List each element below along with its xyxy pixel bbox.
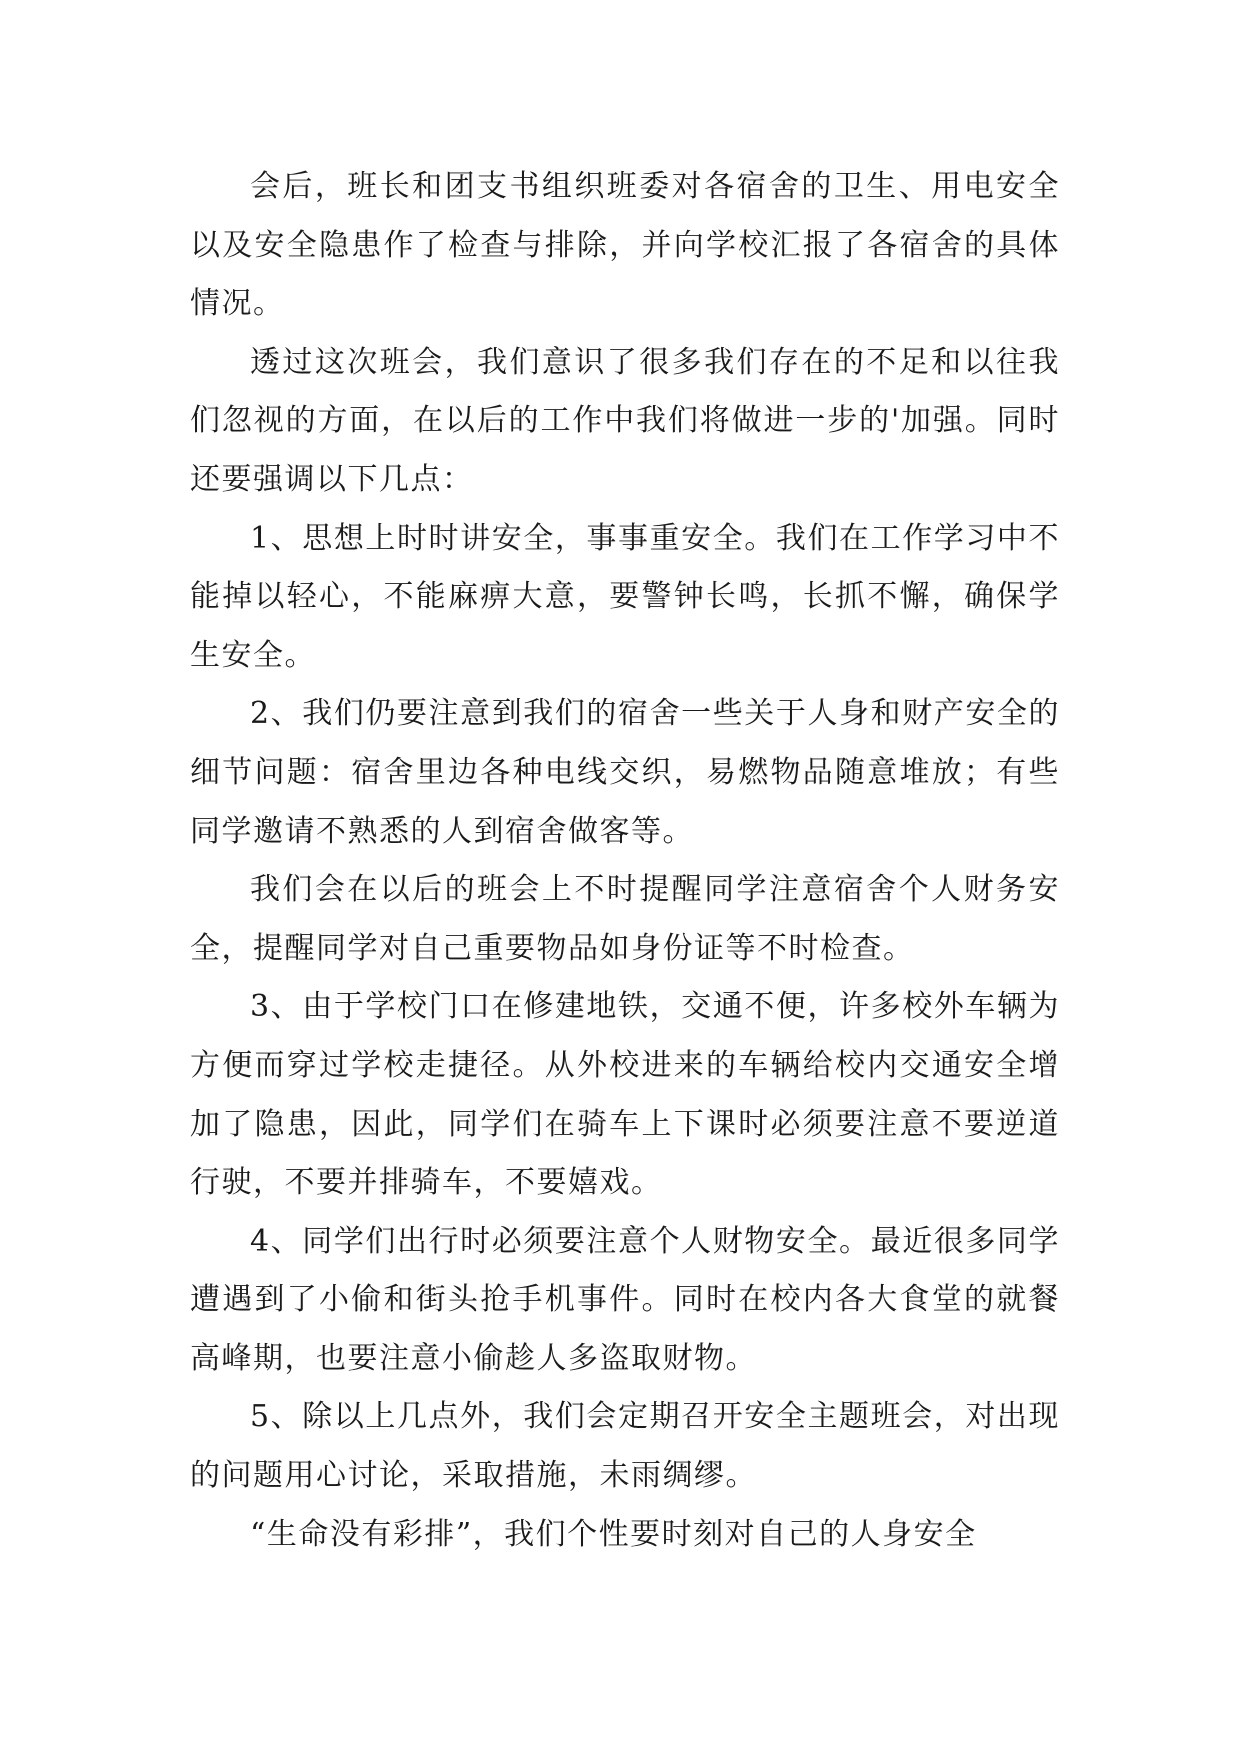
paragraph-closing: “生命没有彩排”，我们个性要时刻对自己的人身安全 bbox=[250, 1516, 977, 1552]
paragraph-point-5: 5、除以上几点外，我们会定期召开安全主题班会，对出现的问题用心讨论，采取措施，未雨绸缪。 bbox=[190, 1399, 1060, 1494]
paragraph-point-2: 2、我们仍要注意到我们的宿舍一些关于人身和财产安全的细节问题：宿舍里边各种电线交织，易燃物品随意堆放；有些同学邀请不熟悉的人到宿舍做客等。 bbox=[190, 696, 1060, 849]
document-body bbox=[190, 158, 1060, 1564]
paragraph-reminder: 我们会在以后的班会上不时提醒同学注意宿舍个人财务安全，提醒同学对自己重要物品如身份证等不时检查。 bbox=[190, 872, 1060, 966]
paragraph-meeting-reflection: 透过这次班会，我们意识了很多我们存在的不足和以往我们忽视的方面，在以后的工作中我们将做进一步的'加强。同时还要强调以下几点： bbox=[190, 344, 1060, 497]
paragraph-dorm-inspection: 会后，班长和团支书组织班委对各宿舍的卫生、用电安全以及安全隐患作了检查与排除，并向学校汇报了各宿舍的具体情况。 bbox=[190, 169, 1060, 322]
paragraph-point-4: 4、同学们出行时必须要注意个人财物安全。最近很多同学遭遇到了小偷和街头抢手机事件。同时在校内各大食堂的就餐高峰期，也要注意小偷趁人多盗取财物。 bbox=[190, 1223, 1060, 1376]
paragraph-point-3: 3、由于学校门口在修建地铁，交通不便，许多校外车辆为方便而穿过学校走捷径。从外校进来的车辆给校内交通安全增加了隐患，因此，同学们在骑车上下课时必须要注意不要逆道行驶，不要并排骑车，不要嬉戏。 bbox=[190, 989, 1060, 1201]
paragraph-point-1: 1、思想上时时讲安全，事事重安全。我们在工作学习中不能掉以轻心，不能麻痹大意，要警钟长鸣，长抓不懈，确保学生安全。 bbox=[190, 520, 1060, 673]
